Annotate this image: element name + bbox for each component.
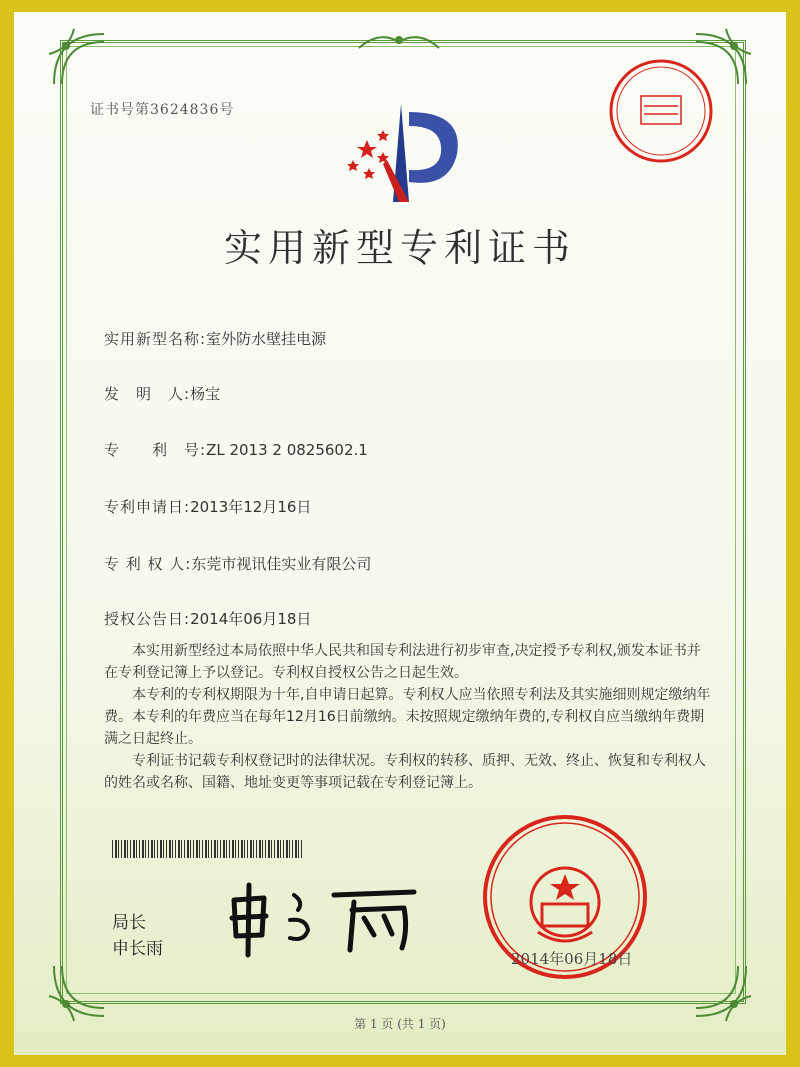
- field-value: ZL 2013 2 0825602.1: [206, 441, 368, 459]
- field-inventor: [104, 383, 220, 404]
- page-title: 实用新型专利证书: [223, 226, 576, 270]
- field-value: 东莞市视讯佳实业有限公司: [191, 555, 372, 573]
- field-patent-number: [104, 439, 368, 460]
- certificate-body: [104, 640, 714, 794]
- barcode: [112, 840, 302, 858]
- field-value: 室外防水壁挂电源: [206, 330, 327, 348]
- field-label: 专利申请日:: [104, 498, 191, 516]
- field-value: 杨宝: [190, 385, 221, 403]
- director-title: 局长: [112, 913, 146, 933]
- certificate-page: [14, 12, 786, 1055]
- field-application-date: [104, 496, 311, 517]
- top-ornament-icon: [354, 28, 444, 54]
- body-paragraph: 本专利的专利权期限为十年,自申请日起算。专利权人应当依照专利法及其实施细则规定缴纳年费。本专利的年费应当在每年12月16日前缴纳。未按照规定缴纳年费的,专利权自应当缴纳年费期满之日起终止。: [104, 687, 711, 747]
- field-grant-date: [104, 608, 311, 629]
- body-paragraph: 本实用新型经过本局依照中华人民共和国专利法进行初步审查,决定授予专利权,颁发本证书并在专利登记簿上予以登记。专利权自授权公告之日起生效。: [104, 643, 701, 681]
- official-seal-icon: [606, 56, 716, 166]
- field-label: 授权公告日:: [104, 610, 191, 628]
- field-design-name: [104, 328, 326, 349]
- corner-ornament-icon: [44, 24, 114, 94]
- field-patentee: [104, 553, 371, 574]
- certificate-number: 证书号第3624836号: [90, 102, 235, 118]
- signature-icon: [224, 880, 424, 960]
- field-label: 发 明 人:: [104, 385, 191, 403]
- page-footer: 第 1 页 (共 1 页): [354, 1017, 446, 1031]
- field-label: 专 利 权 人:: [104, 555, 192, 573]
- director-name: 申长雨: [112, 939, 163, 959]
- body-paragraph: 专利证书记载专利权登记时的法律状况。专利权的转移、质押、无效、终止、恢复和专利权人的姓名或名称、国籍、地址变更等事项记载在专利登记簿上。: [104, 753, 706, 791]
- patent-office-logo-icon: [339, 102, 469, 212]
- field-value: 2014年06月18日: [190, 610, 312, 628]
- field-value: 2013年12月16日: [190, 498, 312, 516]
- field-label: 专 利 号:: [104, 441, 207, 459]
- field-label: 实用新型名称:: [104, 330, 207, 348]
- seal-date: 2014年06月18日: [511, 950, 633, 968]
